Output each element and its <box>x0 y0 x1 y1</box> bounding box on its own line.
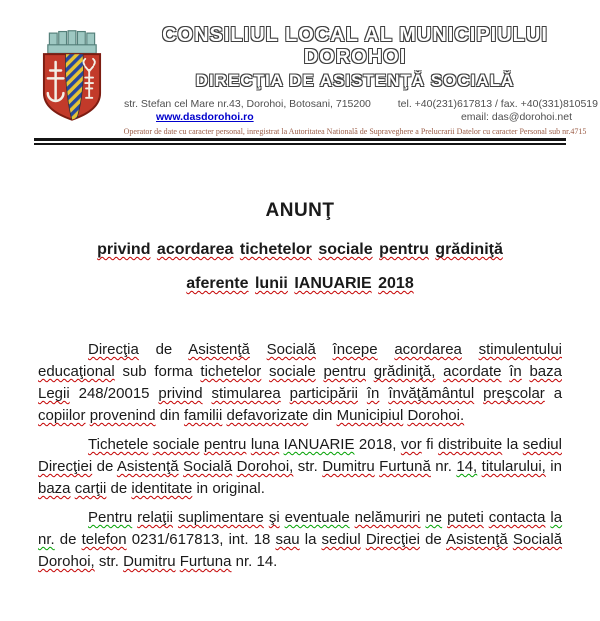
word: la <box>550 509 563 526</box>
word: Socială <box>266 341 316 358</box>
word: nr. <box>38 531 55 548</box>
paragraph <box>38 434 562 500</box>
word: sau <box>275 531 300 548</box>
document-paragraphs <box>38 339 562 573</box>
word: de <box>59 531 77 548</box>
word: relaţii <box>137 509 174 526</box>
word: participării <box>289 385 358 402</box>
word: luna <box>250 436 280 453</box>
word: Dumitru <box>123 553 176 570</box>
word: nr. <box>235 553 253 570</box>
word: titularului, <box>481 458 546 475</box>
announcement-title: ANUNŢ <box>265 200 335 221</box>
word: sediul <box>522 436 562 453</box>
announcement-body <box>0 200 600 573</box>
word: pentru <box>379 241 429 258</box>
word: învăţământul <box>388 385 475 402</box>
word: tichetelor <box>239 241 312 258</box>
paragraph <box>38 339 562 427</box>
word: de <box>155 341 173 358</box>
word: privind <box>97 241 151 258</box>
word: pentru <box>203 436 247 453</box>
word: stimularea <box>211 385 281 402</box>
word: din <box>312 407 333 424</box>
word: din <box>159 407 180 424</box>
paragraph <box>38 507 562 573</box>
word: puteti <box>447 509 484 526</box>
word: vor <box>400 436 422 453</box>
header-divider <box>34 138 566 145</box>
word: lunii <box>254 275 288 292</box>
letterhead <box>0 0 600 136</box>
word: IANUARIE <box>294 275 372 292</box>
privacy-notice: Operator de date cu caracter personal, inregistrat la Autoritatea Natională de Supraveghere a Prelucrarii Datelor cu caracter Personal sub nr.4715 <box>123 126 587 136</box>
letterhead-text <box>112 24 598 137</box>
word: suplimentare <box>177 509 264 526</box>
word: Direcţiei <box>365 531 420 548</box>
word: sociale <box>318 241 373 258</box>
word: Municipiul <box>336 407 404 424</box>
word: privind <box>158 385 203 402</box>
word: de <box>110 480 128 497</box>
word: educaţional <box>38 363 115 380</box>
word: distribuite <box>438 436 503 453</box>
word: Asistenţă <box>188 341 250 358</box>
word: Dorohoi, <box>38 553 95 570</box>
word: baza <box>38 480 71 497</box>
word: tichetelor <box>200 363 262 380</box>
announcement-subtitle-2 <box>38 275 562 293</box>
word: in <box>196 480 209 497</box>
word: sociale <box>152 436 200 453</box>
word: 18 <box>253 531 271 548</box>
word: nr. <box>435 458 452 475</box>
word: a <box>553 385 563 402</box>
word: telefon <box>81 531 127 548</box>
word: identitate <box>131 480 193 497</box>
word: preşcolar <box>483 385 545 402</box>
word: Direcţia <box>88 341 139 358</box>
word: în <box>509 363 522 380</box>
org-name-line2: DIRECŢIA DE ASISTENŢĂ SOCIALĂ <box>195 71 515 90</box>
announcement-subtitle-1 <box>38 241 562 259</box>
word: sociale <box>269 363 316 380</box>
word: defavorizate <box>226 407 309 424</box>
word: Socială <box>183 458 233 475</box>
word: sub <box>122 363 147 380</box>
word: IANUARIE <box>283 436 355 453</box>
word: stimulentului <box>478 341 562 358</box>
dorohoi-coat-of-arms-icon <box>33 20 111 132</box>
word: familii <box>183 407 223 424</box>
word: 14. <box>256 553 278 570</box>
word: ne <box>425 509 443 526</box>
word: acordarea <box>156 241 234 258</box>
word: eventuale <box>284 509 350 526</box>
word: începe <box>332 341 378 358</box>
word: la <box>506 436 519 453</box>
word: copiilor <box>38 407 86 424</box>
word: carţii <box>74 480 107 497</box>
word: str. <box>297 458 318 475</box>
word: în <box>366 385 380 402</box>
word: forma <box>154 363 193 380</box>
word: Pentru <box>88 509 133 526</box>
word: provenind <box>89 407 156 424</box>
org-tel-fax: tel. +40(231)617813 / fax. +40(331)810519 <box>397 97 598 110</box>
word: Tichetele <box>88 436 149 453</box>
word: aferente <box>186 275 249 292</box>
word: baza <box>529 363 562 380</box>
word: Asistenţă <box>446 531 508 548</box>
word: de <box>96 458 114 475</box>
word: sediul <box>321 531 361 548</box>
word: Furtuna <box>179 553 232 570</box>
word: Socială <box>512 531 563 548</box>
word: Asistenţă <box>116 458 179 475</box>
word: nelămuriri <box>354 509 421 526</box>
word: fi <box>426 436 434 453</box>
word: grădiniţă, <box>373 363 436 380</box>
word: original. <box>212 480 265 497</box>
org-email: email: das@dorohoi.net <box>460 110 572 123</box>
word: Dorohoi. <box>407 407 465 424</box>
word: de <box>425 531 442 548</box>
word: 2018 <box>378 275 414 292</box>
word: Dumitru <box>322 458 375 475</box>
word: in <box>550 458 562 475</box>
word: 14, <box>456 458 478 475</box>
word: 0231/617813, <box>131 531 224 548</box>
word: grădiniţă <box>435 241 503 258</box>
word: Dorohoi, <box>236 458 294 475</box>
word: pentru <box>323 363 366 380</box>
word: Direcţiei <box>38 458 93 475</box>
word: 2018, <box>358 436 397 453</box>
word: Legii <box>38 385 70 402</box>
word: int. <box>228 531 249 548</box>
word: acordate <box>443 363 502 380</box>
word: şi <box>268 509 280 526</box>
org-name-line1: CONSILIUL LOCAL AL MUNICIPIULUI DOROHOI <box>162 24 548 68</box>
org-address: str. Stefan cel Mare nr.43, Dorohoi, Botosani, 715200 <box>124 97 371 110</box>
word: contacta <box>488 509 546 526</box>
website-link[interactable]: www.dasdorohoi.ro <box>156 110 254 123</box>
word: acordarea <box>394 341 462 358</box>
word: 248/20015 <box>78 385 150 402</box>
word: la <box>304 531 317 548</box>
word: str. <box>98 553 119 570</box>
word: Furtună <box>379 458 431 475</box>
